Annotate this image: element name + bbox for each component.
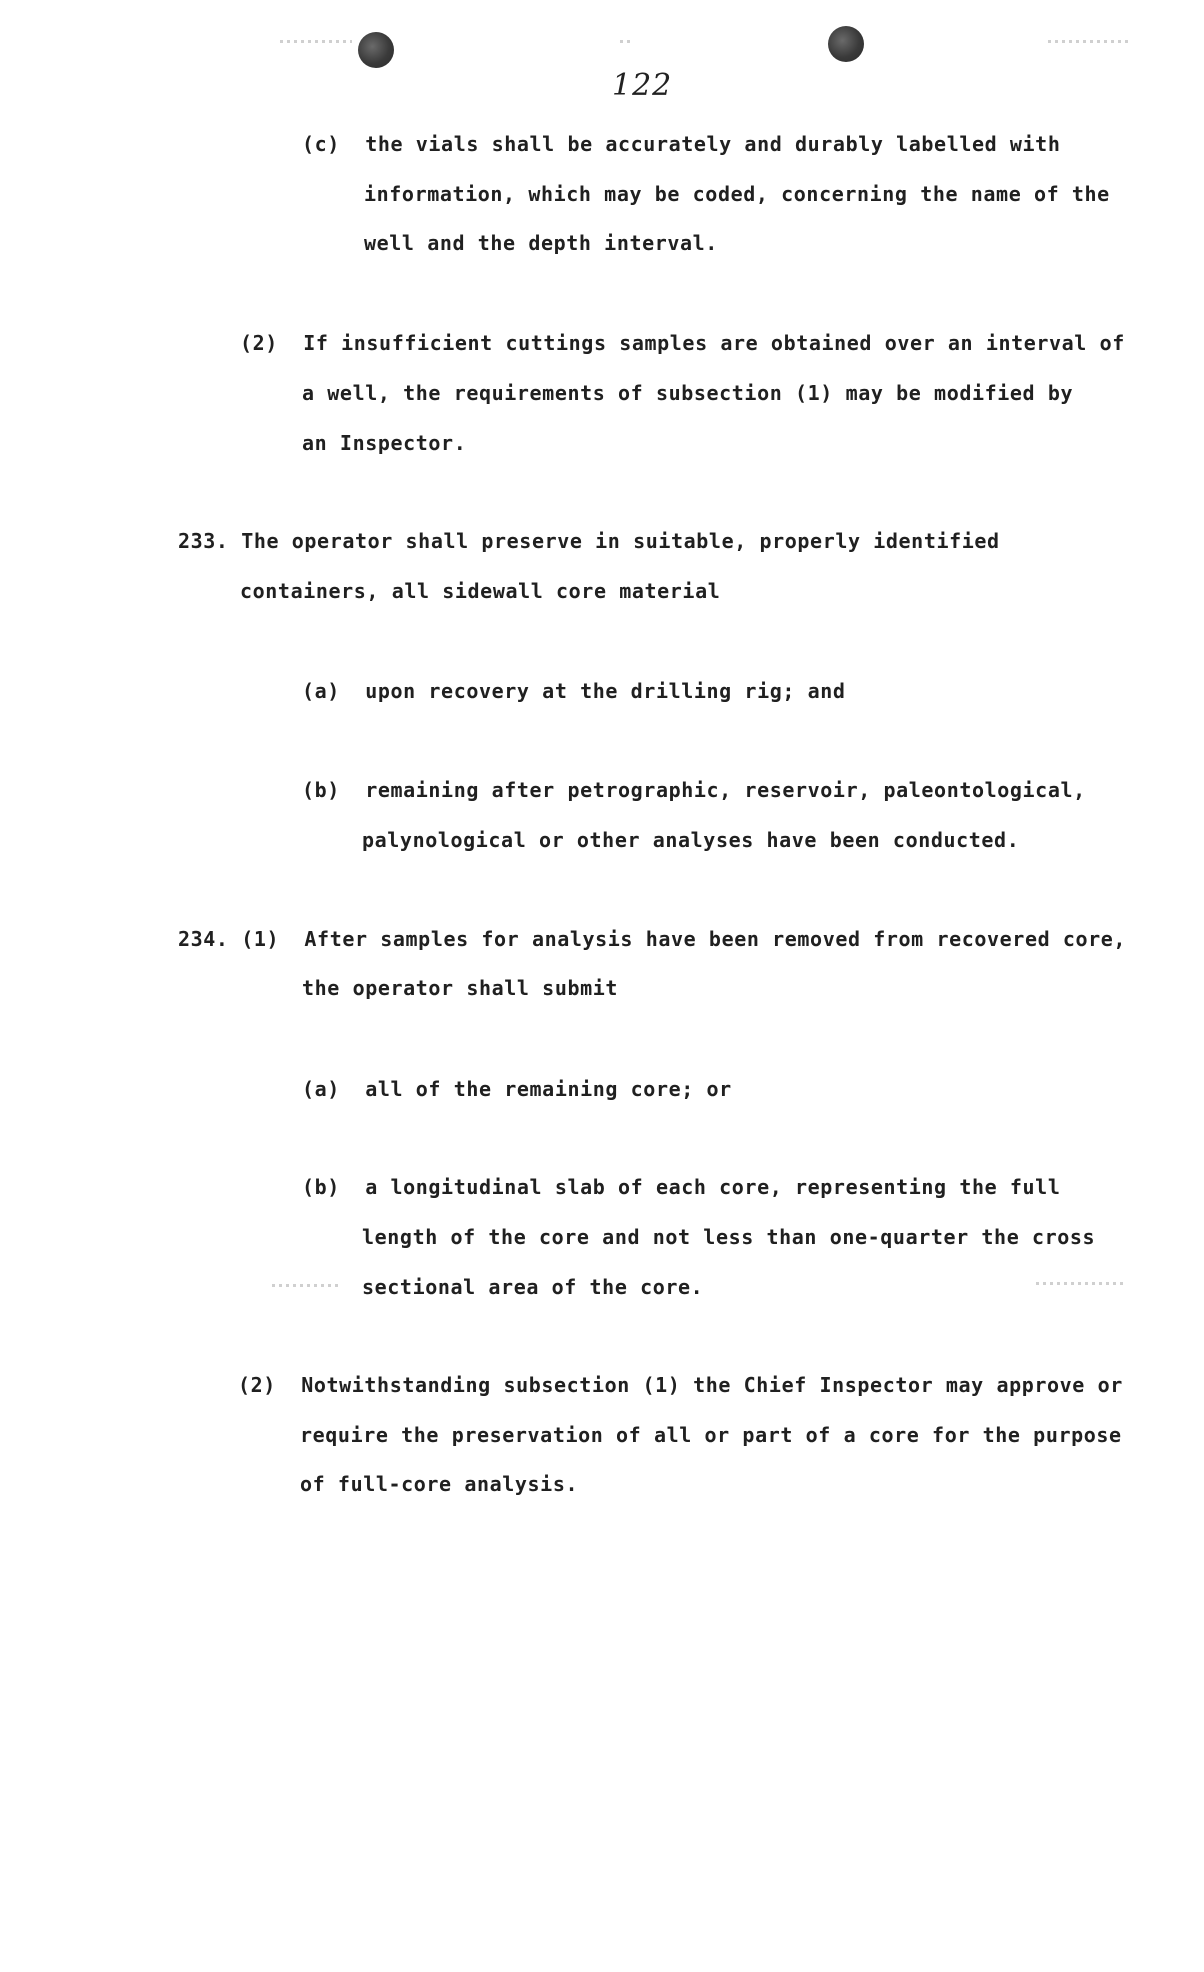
text-line: palynological or other analyses have been conducted. — [362, 828, 1020, 852]
page-number: 122 — [612, 68, 673, 103]
scan-mark-top-center — [620, 40, 634, 43]
text-line: (2) Notwithstanding subsection (1) the Chief Inspector may approve or — [238, 1373, 1123, 1397]
punch-hole-right — [828, 26, 864, 62]
text-line: of full-core analysis. — [300, 1472, 579, 1496]
text-line: sectional area of the core. — [362, 1275, 704, 1299]
scan-mark-top-left — [280, 40, 352, 43]
text-line: (c) the vials shall be accurately and durably labelled with — [302, 132, 1061, 156]
scan-mark-top-right — [1048, 40, 1128, 43]
text-line: well and the depth interval. — [364, 231, 718, 255]
text-line: (a) upon recovery at the drilling rig; and — [302, 679, 846, 703]
text-line: 233. The operator shall preserve in suitable, properly identified — [178, 529, 1000, 553]
text-line: (a) all of the remaining core; or — [302, 1077, 732, 1101]
text-line: (b) remaining after petrographic, reservoir, paleontological, — [302, 778, 1086, 802]
text-line: length of the core and not less than one-quarter the cross — [362, 1225, 1096, 1249]
text-line: (2) If insufficient cuttings samples are obtained over an interval of — [240, 331, 1125, 355]
scan-mark-mid-right — [1036, 1282, 1124, 1285]
text-line: information, which may be coded, concerning the name of the — [364, 182, 1110, 206]
scan-mark-mid-left — [272, 1284, 338, 1287]
text-line: a well, the requirements of subsection (1) may be modified by — [302, 381, 1074, 405]
text-line: an Inspector. — [302, 431, 467, 455]
text-line: containers, all sidewall core material — [240, 579, 721, 603]
punch-hole-left — [358, 32, 394, 68]
text-line: 234. (1) After samples for analysis have been removed from recovered core, — [178, 927, 1127, 951]
text-line: (b) a longitudinal slab of each core, representing the full — [302, 1175, 1061, 1199]
text-line: the operator shall submit — [302, 976, 619, 1000]
text-line: require the preservation of all or part of a core for the purpose — [300, 1423, 1122, 1447]
